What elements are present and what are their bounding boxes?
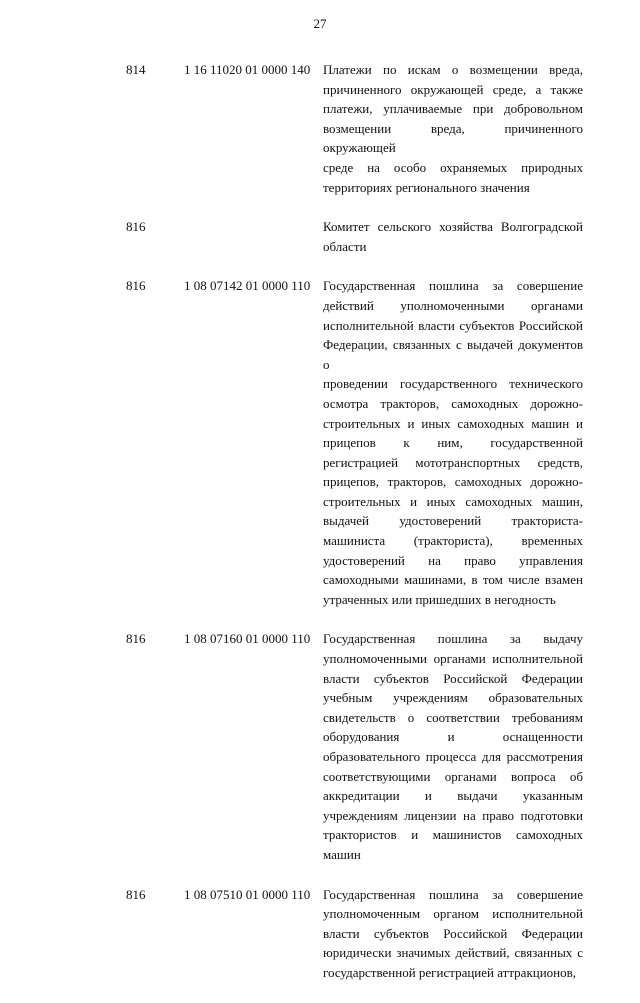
description-line: возмещении вреда, причиненного окружающей xyxy=(323,120,583,156)
description-line: образовательного процесса для рассмотрения xyxy=(323,749,583,764)
revenue-description xyxy=(323,629,583,864)
table-row xyxy=(0,885,640,983)
description-line: власти субъектов Российской Федерации xyxy=(323,925,583,941)
description-line: государственной регистрацией аттракционов, xyxy=(323,964,577,980)
description-line: проведении государственного технического xyxy=(323,376,583,392)
admin-code: 814 xyxy=(126,62,146,77)
description-line: причиненного окружающей среде, а также xyxy=(323,81,583,97)
description-line: регистрацией мототранспортных средств, xyxy=(323,454,583,470)
description-line: удостоверений на право управления xyxy=(323,552,583,568)
description-line: оборудования и оснащенности xyxy=(323,729,583,745)
budget-classification-code: 1 08 07160 01 0000 110 xyxy=(184,631,311,647)
description-line: самоходными машинами, в том числе взамен xyxy=(323,572,583,588)
admin-code: 816 xyxy=(126,886,146,902)
description-line: Федерации, связанных с выдачей документов о xyxy=(323,337,583,372)
description-line: трактористов и машинистов самоходных xyxy=(323,827,583,843)
page-number: 27 xyxy=(313,16,327,31)
table-row xyxy=(0,60,640,197)
table-row xyxy=(0,217,640,256)
description-line: машиниста (тракториста), временных xyxy=(323,533,583,549)
description-line: Платежи по искам о возмещении вреда, xyxy=(323,62,583,77)
description-line: свидетельств о соответствии требованиям xyxy=(323,709,583,725)
description-line: Комитет сельского хозяйства Волгоградской xyxy=(323,219,583,235)
description-line: строительных и иных самоходных машин и xyxy=(323,415,583,431)
description-line: соответствующими органами вопроса об xyxy=(323,768,583,784)
description-line: аккредитации и выдачи указанным xyxy=(323,788,583,804)
revenue-description xyxy=(323,217,583,256)
budget-classification-code: 1 08 07510 01 0000 110 xyxy=(184,886,311,902)
description-line: исполнительной власти субъектов Российской xyxy=(323,317,583,333)
description-line: учреждениям лицензии на право подготовки xyxy=(323,807,583,823)
description-line: осмотра тракторов, самоходных дорожно- xyxy=(323,395,583,411)
revenue-description xyxy=(323,276,583,609)
revenue-description xyxy=(323,60,583,197)
description-line: среде на особо охраняемых природных xyxy=(323,159,583,175)
description-line: машин xyxy=(323,846,361,862)
description-line: учебным учреждениям образовательных xyxy=(323,690,583,706)
budget-classification-code: 1 16 11020 01 0000 140 xyxy=(184,62,311,77)
description-line: уполномоченными органами исполнительной xyxy=(323,651,583,667)
description-line: юридически значимых действий, связанных с xyxy=(323,945,583,961)
description-line: платежи, уплачиваемые при добровольном xyxy=(323,101,583,117)
table-row xyxy=(0,276,640,609)
description-line: Государственная пошлина за совершение xyxy=(323,886,583,902)
description-line: области xyxy=(323,238,367,254)
budget-classification-code: 1 08 07142 01 0000 110 xyxy=(184,278,311,294)
description-line: Государственная пошлина за совершение xyxy=(323,278,583,294)
admin-code: 816 xyxy=(126,631,146,647)
admin-code: 816 xyxy=(126,278,146,294)
description-line: выдачей удостоверений тракториста- xyxy=(323,513,583,529)
description-line: действий уполномоченными органами xyxy=(323,297,583,313)
description-line: утраченных или пришедших в негодность xyxy=(323,591,556,607)
admin-code: 816 xyxy=(126,219,146,235)
table-row xyxy=(0,629,640,864)
description-line: строительных и иных самоходных машин, xyxy=(323,493,583,509)
description-line: Государственная пошлина за выдачу xyxy=(323,631,583,647)
description-line: прицепов к ним, государственной xyxy=(323,435,583,451)
description-line: уполномоченным органом исполнительной xyxy=(323,906,583,922)
description-line: прицепов, тракторов, самоходных дорожно- xyxy=(323,474,583,490)
description-line: власти субъектов Российской Федерации xyxy=(323,670,583,686)
revenue-description xyxy=(323,885,583,983)
code-table xyxy=(0,60,640,1003)
description-line: территориях регионального значения xyxy=(323,179,530,195)
